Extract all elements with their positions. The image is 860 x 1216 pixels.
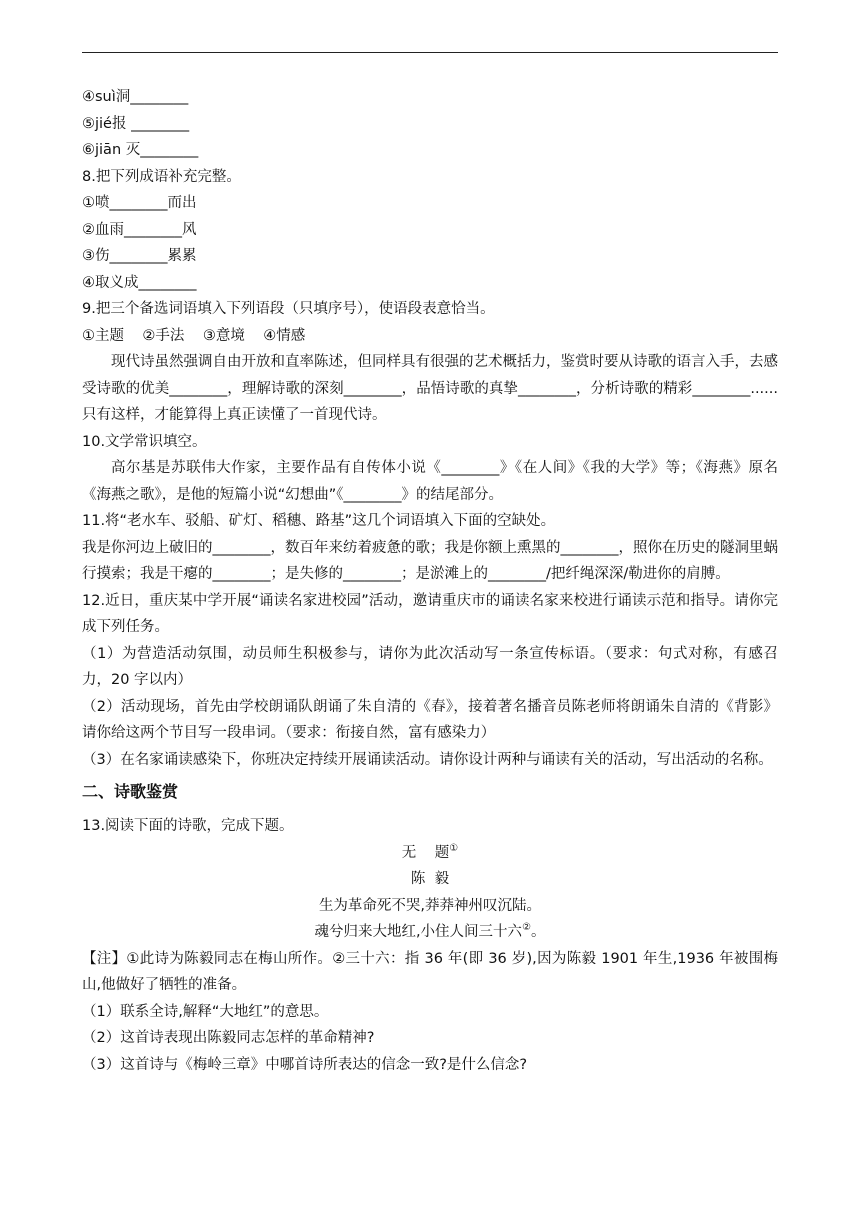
- q13-question-2: （2）这首诗表现出陈毅同志怎样的革命精神?: [82, 1030, 375, 1046]
- poem-line-2: [82, 919, 778, 946]
- q8-item-3: ③伤________累累: [82, 248, 197, 264]
- section-heading: 二、诗歌鉴赏: [82, 782, 179, 801]
- q8-item-2: ②血雨________风: [82, 221, 197, 238]
- poem-author: 陈 毅: [410, 871, 450, 887]
- q9-passage: 现代诗虽然强调自由开放和直率陈述，但同样具有很强的艺术概括力，鉴赏时要从诗歌的语言入手，去感受诗歌的优美________，理解诗歌的深刻________，品悟诗歌的真挚________，分析诗歌的精彩________......只有这样，才能算得上真正读懂了一首现代诗。: [82, 354, 778, 423]
- q8-item-1: ①喷________而出: [82, 195, 197, 211]
- q11-stem: 11.将“老水车、驳船、矿灯、稻穗、路基”这几个词语填入下面的空缺处。: [82, 513, 556, 529]
- q8-item-4: ④取义成________: [82, 274, 197, 291]
- exam-page: [82, 84, 778, 1078]
- poem-line-2-text: 魂兮归来大地红,小住人间三十六: [314, 924, 523, 940]
- poem-line-2-end: 。: [531, 924, 546, 940]
- q12-stem: 12.近日，重庆某中学开展“诵读名家进校园”活动，邀请重庆市的诵读名家来校进行诵读示范和指导。请你完成下列任务。: [82, 592, 778, 635]
- q10-stem: 10.文学常识填空。: [82, 433, 207, 450]
- q10-passage: 高尔基是苏联伟大作家，主要作品有自传体小说《________》《在人间》《我的大学》等；《海燕》原名《海燕之歌》，是他的短篇小说“幻想曲”《________》的结尾部分。: [82, 460, 778, 503]
- q7-item-4: ④suì洞________: [82, 89, 189, 105]
- q7-item-5: ⑤jié报 ________: [82, 115, 190, 132]
- q12-task-1: （1）为营造活动氛围，动员师生积极参与，请你为此次活动写一条宣传标语。（要求：句式对称，有感召力，20 字以内）: [82, 645, 778, 688]
- poem-line-1: 生为革命死不哭,莽莽神州叹沉陆。: [318, 897, 542, 914]
- poem-title-note-mark: ①: [449, 842, 459, 854]
- q11-passage: 我是你河边上破旧的________，数百年来纺着疲惫的歌；我是你额上熏黑的________，照你在历史的隧洞里蜗行摸索；我是干瘪的________；是失修的________；是淤滩上的________/把纤绳深深/勒进你的肩膊。: [82, 539, 778, 582]
- q9-stem: 9.把三个备选词语填入下列语段（只填序号），使语段表意恰当。: [82, 301, 495, 317]
- q13-question-1: （1）联系全诗,解释“大地红”的意思。: [82, 1003, 329, 1020]
- header-rule: [82, 52, 778, 53]
- q8-stem: 8.把下列成语补充完整。: [82, 168, 241, 185]
- q9-options: ①主题 ②手法 ③意境 ④情感: [82, 327, 306, 344]
- q12-task-3: （3）在名家诵读感染下，你班决定持续开展诵读活动。请你设计两种与诵读有关的活动，写出活动的名称。: [82, 751, 773, 768]
- q13-stem: 13.阅读下面的诗歌，完成下题。: [82, 818, 294, 834]
- q13-question-3: （3）这首诗与《梅岭三章》中哪首诗所表达的信念一致?是什么信念?: [82, 1056, 528, 1073]
- q7-item-6: ⑥jiān 灭________: [82, 142, 199, 158]
- q12-task-2: （2）活动现场，首先由学校朗诵队朗诵了朱自清的《春》，接着著名播音员陈老师将朗诵朱自清的《背影》请你给这两个节目写一段串词。（要求：衔接自然，富有感染力）: [82, 698, 778, 741]
- poem-title: [82, 840, 778, 867]
- poem-note: 【注】①此诗为陈毅同志在梅山所作。②三十六：指 36 年(即 36 岁),因为陈毅 1901 年生,1936 年被围梅山,他做好了牺牲的准备。: [82, 950, 778, 993]
- poem-title-text: 无 题: [401, 844, 450, 861]
- poem-line-2-note-mark: ②: [522, 922, 532, 933]
